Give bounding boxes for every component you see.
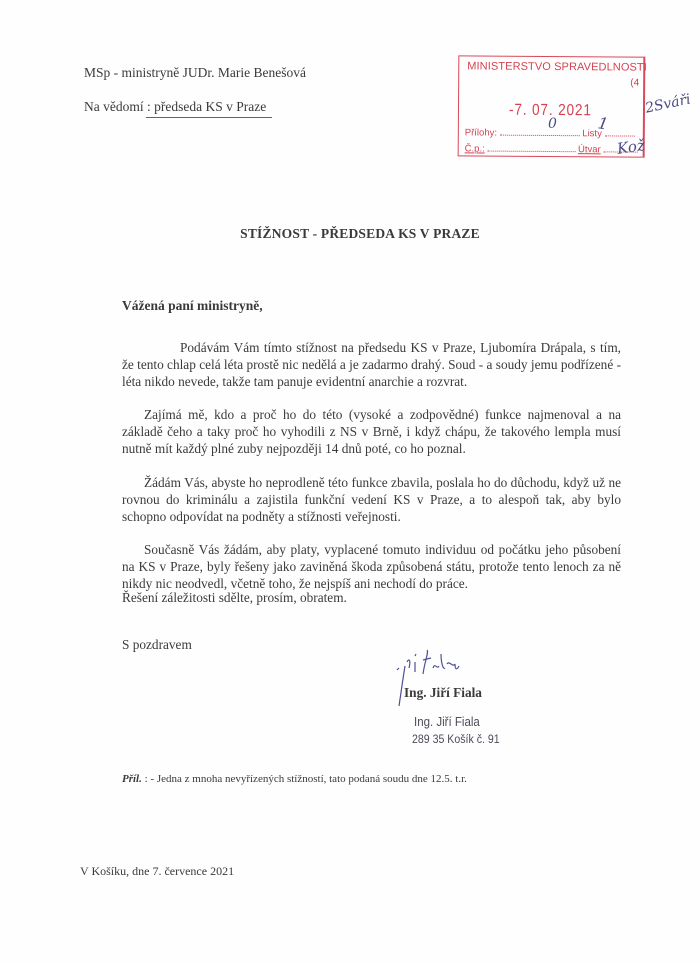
handwritten-signature	[393, 648, 463, 718]
paragraph	[122, 406, 621, 457]
document-title: STÍŽNOST - PŘEDSEDA KS V PRAZE	[240, 226, 480, 241]
cc-underline	[146, 117, 272, 118]
stamp-sheets-label: Listy	[582, 128, 602, 140]
signer-stamp-address: 289 35 Košík č. 91	[412, 734, 500, 746]
stamp-title: MINISTERSTVO SPRAVEDLNOSTI	[467, 60, 647, 74]
signer-name: Ing. Jiří Fiala	[404, 685, 482, 700]
stamp-attachments-label: Přílohy:	[464, 127, 498, 139]
paragraph-text: Zajímá mě, kdo a proč ho do této (vysoké a zodpovědné) funkce najmenoval a na základě čeho a taky proč ho vyhodili z NS v Brně, i když chápu, že takového lempla musí nutně mít každý plné zuby nejpozději 14 dnů poté, co ho poznal.	[122, 407, 621, 456]
paragraph	[122, 474, 621, 525]
closing-request: Řešení záležitosti sdělte, prosím, obratem.	[122, 590, 347, 605]
stamp-dotted-line	[604, 129, 634, 136]
stamp-date: -7. 07. 2021	[508, 101, 592, 120]
stamp-dotted-line	[487, 145, 575, 153]
paragraph	[122, 541, 621, 592]
handwritten-initials: 2Sváři	[643, 91, 693, 117]
attachment-label: Příl.	[122, 773, 142, 785]
paragraph-text: Žádám Vás, abyste ho neprodleně této funkce zbavila, poslala ho do důchodu, když už ne rovnou do kriminálu a zajistila funkční vedení KS v Praze, a to alespoň tak, aby bylo schopno odpovídat na podněty a stížnosti veřejnosti.	[122, 475, 621, 524]
cc-line	[84, 98, 266, 115]
paragraph-text: Současně Vás žádám, aby platy, vyplacené tomuto individuu od počátku jeho působení na KS v Praze, byly řešeny jako zaviněná škoda způsobená státu, protože tento lenoch za ně nikdy nic neodvedl, včetně toho, že nejspíš ani nechodí do práce.	[122, 542, 621, 591]
cc-value: předseda KS v Praze	[154, 99, 267, 114]
paragraph: Podávám Vám tímto stížnost na předsedu KS v Praze, Ljubomíra Drápala, s tím, že tento chlap celá léta prostě nic nedělá a je zadarmo drahý. Soud - a soudy jemu podřízené - léta nikdo nevede, takže tam panuje evidentní anarchie a rozvrat.	[122, 340, 621, 389]
stamp-ref-label: Č.p.:	[464, 143, 485, 155]
stamp-dotted-line	[500, 129, 580, 137]
greeting: Vážená paní ministryně,	[122, 298, 263, 313]
handwritten-attachments: 0	[548, 116, 557, 132]
handwritten-sheets: 1	[596, 113, 610, 134]
signer-stamp-name: Ing. Jiří Fiala	[414, 715, 480, 729]
handwritten-dept: Kož	[615, 136, 646, 158]
regards: S pozdravem	[122, 637, 192, 652]
recipient-line: MSp - ministryně JUDr. Marie Benešová	[84, 65, 306, 80]
attachment-text: : - Jedna z mnoha nevyřízených stížností, tato podaná soudu dne 12.5. t.r.	[141, 773, 467, 785]
stamp-row-ref	[465, 143, 638, 155]
place-date: V Košíku, dne 7. července 2021	[80, 864, 235, 878]
stamp-sub: (4	[630, 77, 640, 89]
stamp-dept-label: Útvar	[578, 144, 601, 156]
cc-label: Na vědomí :	[84, 99, 155, 114]
attachment-note	[122, 773, 467, 785]
